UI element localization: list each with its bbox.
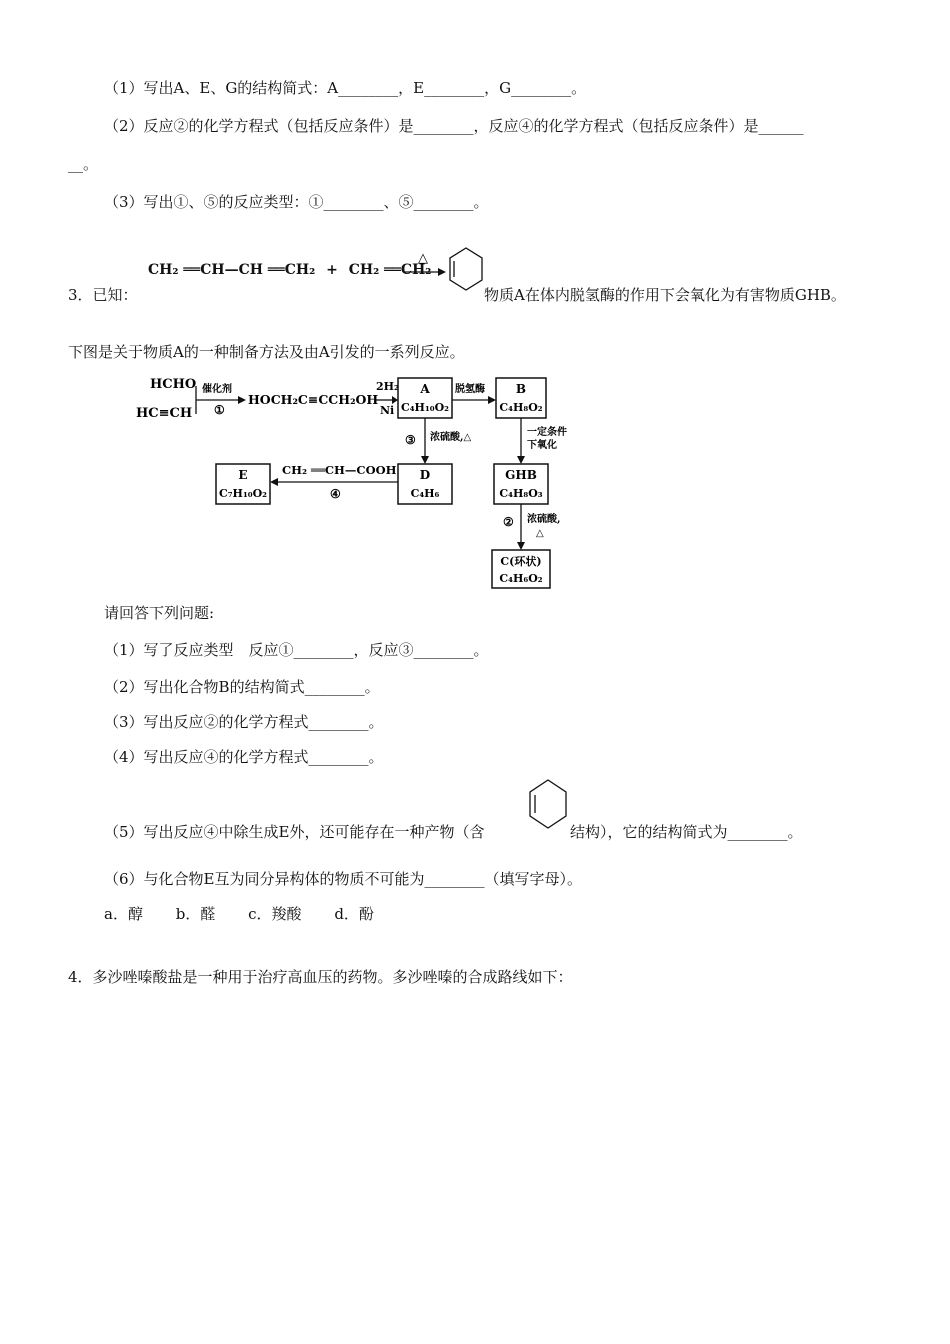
arrow-head	[438, 268, 446, 276]
arrow-1-catalyst: 催化剂	[202, 384, 232, 395]
option-d: d．酚	[334, 905, 374, 923]
box-b-formula: C₄H₈O₂	[499, 401, 543, 414]
arrow-2-ni: Ni	[380, 404, 395, 417]
box-c-formula: C₄H₆O₂	[499, 572, 543, 585]
arrow-3-head	[488, 396, 496, 404]
q3-sub5-part1: （5）写出反应④中除生成E外，还可能存在一种产物（含	[104, 823, 485, 841]
arrow-4-head	[517, 456, 525, 464]
q3-label: 3．已知：	[68, 286, 138, 304]
intermediate-butynediol: HOCH₂C≡CCH₂OH	[248, 392, 379, 407]
reactant-butadiene: CH₂ ══CH—CH ══CH₂	[148, 262, 316, 278]
box-ghb-formula: C₄H₈O₃	[499, 487, 543, 500]
heat-condition: △	[418, 251, 428, 266]
box-a-formula: C₄H₁₀O₂	[400, 401, 450, 414]
arrow-3-enzyme: 脱氢酶	[455, 384, 485, 395]
q2-part2-continued: __。	[68, 155, 99, 173]
q4-text: 4．多沙唑嗪酸盐是一种用于治疗高血压的药物。多沙唑嗪的合成路线如下：	[68, 968, 573, 986]
box-c-name: C(环状)	[500, 555, 542, 568]
arrow-2-h2: 2H₂	[376, 380, 399, 393]
q2-part3: （3）写出①、⑤的反应类型：①________、⑤________。	[104, 193, 489, 211]
q3-sub5-part2: 结构），它的结构简式为________。	[570, 823, 803, 841]
box-d-name: D	[419, 468, 431, 482]
q3-intro-tail: 物质A在体内脱氢酶的作用下会氧化为有害物质GHB。	[484, 286, 846, 304]
q3-sub3: （3）写出反应②的化学方程式________。	[104, 713, 384, 731]
q3-sub6: （6）与化合物E互为同分异构体的物质不可能为________（填写字母）。	[104, 870, 582, 888]
arrow-5-number: ②	[503, 515, 514, 529]
cyclohexene-icon	[450, 248, 482, 290]
q3-intro2: 下图是关于物质A的一种制备方法及由A引发的一系列反应。	[68, 343, 465, 361]
arrow-7-number: ④	[330, 487, 341, 501]
option-c: c．羧酸	[248, 905, 302, 923]
arrow-4-label2: 下氧化	[527, 440, 557, 451]
start-hcho: HCHO	[150, 377, 197, 392]
box-e-name: E	[238, 468, 248, 482]
arrow-6-label: 浓硫酸,△	[430, 432, 472, 443]
arrow-5-head	[517, 542, 525, 550]
box-ghb-name: GHB	[505, 468, 537, 482]
cyclohexene-inline-icon	[526, 776, 570, 836]
reactant-ethylene: CH₂ ══CH₂	[348, 262, 432, 278]
arrow-1-number: ①	[214, 403, 225, 417]
plus-sign: +	[326, 262, 338, 278]
option-a: a．醇	[104, 905, 143, 923]
arrow-2-head	[392, 396, 398, 404]
arrow-5-label: 浓硫酸,	[527, 514, 561, 525]
start-acetylene: HC≡CH	[136, 406, 193, 421]
known-reaction	[148, 262, 431, 278]
q3-sub2: （2）写出化合物B的结构简式________。	[104, 678, 380, 696]
reaction-scheme	[132, 372, 602, 592]
box-b-name: B	[515, 382, 527, 396]
q3-sub4: （4）写出反应④的化学方程式________。	[104, 748, 384, 766]
arrow-6-number: ③	[405, 433, 416, 447]
box-e-formula: C₇H₁₀O₂	[218, 487, 268, 500]
q3-ask: 请回答下列问题:	[104, 604, 215, 622]
arrow-7-reagent: CH₂ ══CH—COOH	[282, 463, 397, 477]
q3-options	[104, 904, 374, 924]
arrow-7-head	[270, 478, 278, 486]
arrow-4-label1: 一定条件	[527, 427, 567, 438]
box-d-formula: C₄H₆	[410, 487, 440, 500]
arrow-1-head	[238, 396, 246, 404]
reaction-arrow-and-product	[404, 244, 484, 300]
arrow-6-head	[421, 456, 429, 464]
q2-part1: （1）写出A、E、G的结构简式：A________，E________，G________。	[104, 79, 587, 97]
q3-sub1: （1）写了反应类型 反应①________，反应③________。	[104, 641, 489, 659]
box-a-name: A	[420, 382, 430, 396]
q2-part2: （2）反应②的化学方程式（包括反应条件）是________，反应④的化学方程式（包括反应条件）是______	[104, 117, 804, 135]
arrow-5-delta: △	[536, 528, 544, 539]
option-b: b．醛	[175, 905, 216, 923]
